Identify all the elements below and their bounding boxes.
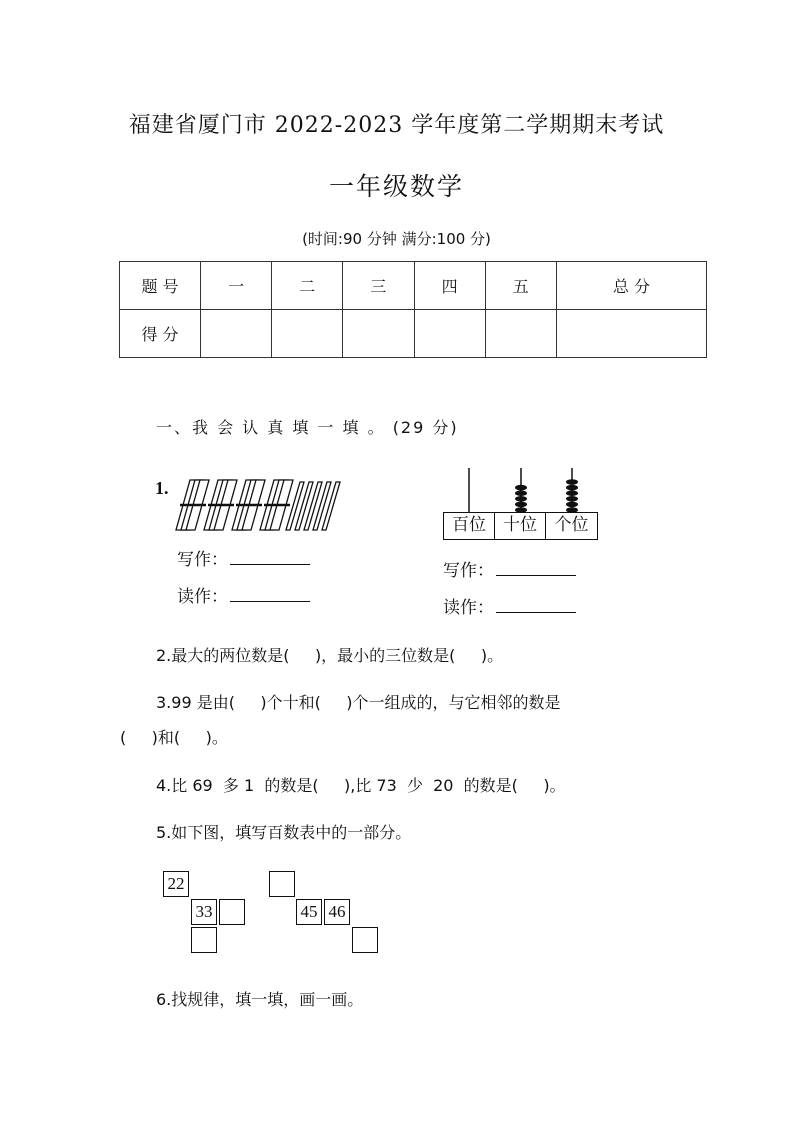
question-number: 1. (155, 478, 169, 498)
abacus-bead (515, 496, 527, 502)
score-table-cell: 三 (343, 262, 414, 310)
place-ones: 个位 (545, 512, 598, 540)
question-5: 5.如下图，填写百数表中的一部分。 (156, 823, 412, 842)
abacus-rods (443, 466, 599, 514)
grid-cell-blank[interactable] (269, 871, 295, 897)
question-3-line-1: 3.99 是由( )个十和( )个一组成的，与它相邻的数是 (156, 693, 561, 712)
exam-title: 福建省厦门市 2022-2023 学年度第二学期期末考试 (128, 113, 665, 138)
score-table (119, 261, 707, 358)
answer-blank[interactable] (496, 561, 576, 576)
place-tens: 十位 (494, 512, 546, 540)
exam-meta: (时间:90 分钟 满分:100 分) (302, 230, 491, 248)
score-table-cell: 题 号 (120, 262, 201, 310)
score-input-cell[interactable] (556, 310, 706, 358)
answer-blank[interactable] (230, 550, 310, 565)
counting-sticks-illustration (172, 478, 347, 533)
grid-cell-filled: 33 (191, 899, 217, 925)
score-input-cell[interactable] (485, 310, 556, 358)
abacus-bead (515, 485, 527, 491)
score-table-cell: 五 (485, 262, 556, 310)
question-2: 2.最大的两位数是( )，最小的三位数是( )。 (156, 646, 504, 665)
exam-subtitle: 一年级数学 (328, 172, 464, 201)
abacus-bead (566, 479, 578, 485)
question-3-line-2: ( )和( )。 (120, 728, 228, 747)
score-table-cell: 二 (272, 262, 343, 310)
abacus-bead (566, 496, 578, 502)
answer-blank[interactable] (230, 587, 310, 602)
score-input-cell[interactable] (201, 310, 272, 358)
grid-cell-filled: 45 (296, 899, 322, 925)
grid-cell-blank[interactable] (191, 927, 217, 953)
score-table-header-row (120, 262, 707, 310)
score-table-cell: 一 (201, 262, 272, 310)
read-line-2 (443, 593, 576, 618)
read-line-1 (177, 582, 310, 607)
score-table-cell: 四 (414, 262, 485, 310)
write-line-1 (177, 545, 310, 570)
abacus-bead (566, 490, 578, 496)
grid-cell-filled: 46 (324, 899, 350, 925)
question-4: 4.比 69 多 1 的数是( ),比 73 少 20 的数是( )。 (156, 776, 566, 795)
abacus-bead (566, 485, 578, 491)
abacus-bead (515, 502, 527, 508)
section-heading: 一、我 会 认 真 填 一 填 。 (29 分) (156, 418, 459, 437)
abacus-bead (566, 502, 578, 508)
answer-blank[interactable] (496, 598, 576, 613)
write-line-2 (443, 556, 576, 581)
score-input-cell[interactable] (343, 310, 414, 358)
score-input-cell[interactable] (414, 310, 485, 358)
question-6: 6.找规律，填一填，画一画。 (156, 990, 364, 1009)
place-hundreds: 百位 (443, 512, 495, 540)
write-label: 写作： (177, 550, 228, 570)
read-label: 读作： (443, 598, 494, 618)
abacus-bead (515, 490, 527, 496)
score-table-cell: 总 分 (556, 262, 706, 310)
write-label: 写作： (443, 561, 494, 581)
grid-cell-blank[interactable] (352, 927, 378, 953)
score-table-score-row (120, 310, 707, 358)
score-input-cell[interactable] (272, 310, 343, 358)
score-row-label: 得 分 (120, 310, 201, 358)
grid-cell-filled: 22 (163, 871, 189, 897)
read-label: 读作： (177, 587, 228, 607)
grid-cell-blank[interactable] (219, 899, 245, 925)
